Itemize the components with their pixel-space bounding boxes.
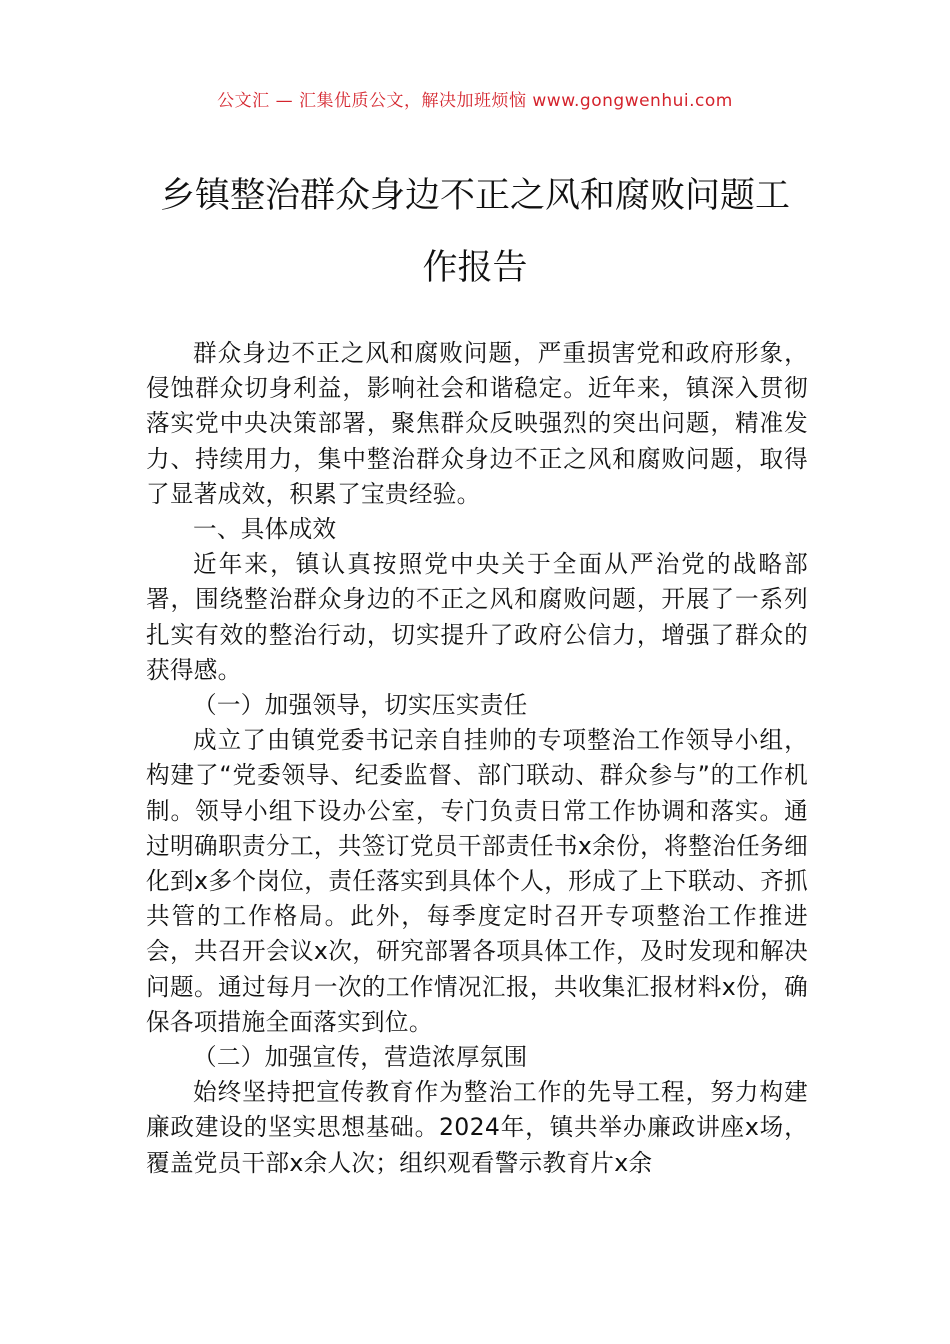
achievements-paragraph: 近年来，镇认真按照党中央关于全面从严治党的战略部署，围绕整治群众身边的不正之风和腐败问题，开展了一系列扎实有效的整治行动，切实提升了政府公信力，增强了群众的获得感。	[146, 550, 808, 684]
section-heading-achievements: 一、具体成效	[193, 515, 337, 544]
intro-paragraph: 群众身边不正之风和腐败问题，严重损害党和政府形象，侵蚀群众切身利益，影响社会和谐稳定。近年来，镇深入贯彻落实党中央决策部署，聚焦群众反映强烈的突出问题，精准发力、持续用力，集中整治群众身边不正之风和腐败问题，取得了显著成效，积累了宝贵经验。	[146, 339, 808, 508]
watermark-banner: 公文汇 — 汇集优质公文，解决加班烦恼 www.gongwenhui.com	[217, 91, 733, 111]
subsection-heading-leadership: （一）加强领导，切实压实责任	[193, 691, 528, 720]
leadership-paragraph: 成立了由镇党委书记亲自挂帅的专项整治工作领导小组，构建了“党委领导、纪委监督、部门联动、群众参与”的工作机制。领导小组下设办公室，专门负责日常工作协调和落实。通过明确职责分工，共签订党员干部责任书x余份，将整治任务细化到x多个岗位，责任落实到具体个人，形成了上下联动、齐抓共管的工作格局。此外，每季度定时召开专项整治工作推进会，共召开会议x次，研究部署各项具体工作，及时发现和解决问题。通过每月一次的工作情况汇报，共收集汇报材料x份，确保各项措施全面落实到位。	[146, 726, 808, 1036]
document-body	[146, 336, 808, 1181]
publicity-paragraph: 始终坚持把宣传教育作为整治工作的先导工程，努力构建廉政建设的坚实思想基础。2024年，镇共举办廉政讲座x场，覆盖党员干部x余人次；组织观看警示教育片x余	[146, 1078, 808, 1177]
document-title	[100, 160, 850, 304]
title-line-2: 作报告	[422, 248, 528, 288]
title-line-1: 乡镇整治群众身边不正之风和腐败问题工	[159, 176, 790, 216]
subsection-heading-publicity: （二）加强宣传，营造浓厚氛围	[193, 1043, 528, 1072]
